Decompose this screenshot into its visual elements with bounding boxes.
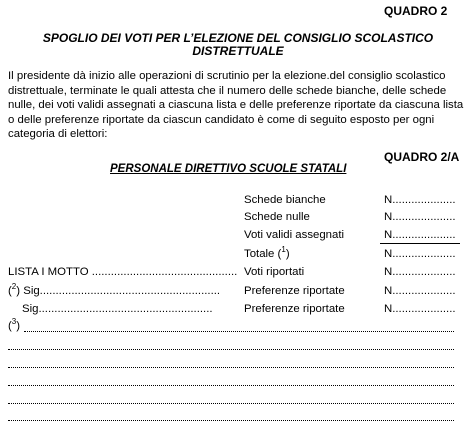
- blank-line-5[interactable]: [8, 403, 454, 404]
- document-title-line2: DISTRETTUALE: [192, 44, 284, 58]
- schede-bianche-field[interactable]: N....................: [384, 194, 456, 206]
- candidate-1-line: Sig.........................................................: [23, 285, 221, 297]
- footnote-2-marker: 2: [11, 282, 17, 292]
- sum-rule: [380, 243, 460, 244]
- document-title-line1: SPOGLIO DEI VOTI PER L’ELEZIONE DEL CONSIGLIO SCOLASTICO: [42, 31, 434, 45]
- intro-paragraph: Il presidente dà inizio alle operazioni di scrutinio per la elezione.del consiglio scolastico distrettuale, terminate le quali attesta che il numero delle schede bianche, delle schede nulle, dei voti validi assegnati a ciascuna lista e delle preferenze riportate da ciascuna lista o delle preferenze riportate da ciascun candidato è come di seguito esposto per ogni categoria di elettori:: [8, 70, 464, 140]
- footnote-3-row: ($^3$): [8, 317, 21, 332]
- preferenze-1-label: Preferenze riportate: [244, 285, 345, 297]
- schede-nulle-label: Schede nulle: [244, 211, 310, 223]
- blank-line-3[interactable]: [8, 367, 454, 368]
- totale-label-suffix: ): [285, 248, 290, 260]
- preferenze-2-field[interactable]: N....................: [384, 303, 456, 315]
- totale-label: [244, 245, 290, 260]
- voti-validi-field[interactable]: N....................: [384, 229, 456, 241]
- voti-riportati-label: Voti riportati: [244, 266, 305, 278]
- blank-line-1[interactable]: [24, 331, 454, 332]
- preferenze-1-field[interactable]: N....................: [384, 285, 456, 297]
- schede-nulle-field[interactable]: N....................: [384, 211, 456, 223]
- totale-field[interactable]: N....................: [384, 248, 456, 260]
- schede-bianche-label: Schede bianche: [244, 194, 326, 206]
- footnote-1-marker: 1: [281, 245, 286, 255]
- blank-line-2[interactable]: [8, 349, 454, 350]
- blank-line-6[interactable]: [8, 420, 454, 421]
- lista-motto-field[interactable]: LISTA I MOTTO ..............................................: [8, 266, 238, 278]
- section-quadro-number: QUADRO 2/A: [384, 150, 460, 164]
- totale-label-text: Totale (: [244, 248, 282, 260]
- candidate-2-field[interactable]: Sig.......................................................: [22, 303, 213, 315]
- voti-validi-label: Voti validi assegnati: [244, 229, 345, 241]
- voti-riportati-field[interactable]: N....................: [384, 266, 456, 278]
- blank-line-4[interactable]: [8, 385, 454, 386]
- candidate-1-field[interactable]: ($^2$) Sig.........................................................: [8, 282, 221, 297]
- section-title: [110, 163, 346, 175]
- preferenze-2-label: Preferenze riportate: [244, 303, 345, 315]
- section-title-text: PERSONALE DIRETTIVO SCUOLE STATALI: [110, 163, 347, 175]
- footnote-3-marker: 3: [11, 317, 17, 327]
- quadro-number: QUADRO 2: [384, 4, 448, 18]
